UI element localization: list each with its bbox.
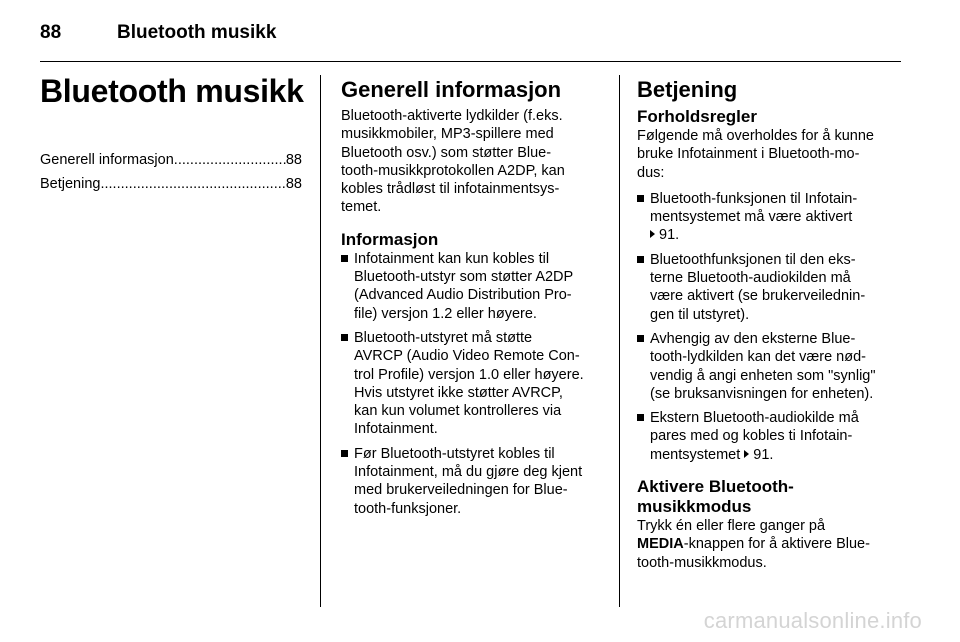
toc-entry-general[interactable] [40,148,302,172]
operation-heading: Betjening [637,77,738,102]
text-line: Trykk én eller flere ganger på [637,518,826,535]
column-divider-left [320,75,321,607]
text-line: -knappen for å aktivere Blue- [683,536,870,553]
text-line: gen til utstyret). [650,306,750,323]
list-item [341,445,605,518]
heading-line: Aktivere Bluetooth- [637,477,794,497]
column-general-info [341,76,605,518]
page-reference-link[interactable] [650,227,679,243]
table-of-contents [40,148,302,196]
information-list [341,250,605,518]
page-number: 88 [40,22,62,43]
text-line: pares med og kobles ti Infotain- [650,428,853,445]
text-line: file) versjon 1.2 eller høyere. [354,305,537,322]
list-item [637,251,905,324]
text-line: trol Profile) versjon 1.0 eller høyere. [354,366,584,383]
text-line: Bluetooth-aktiverte lydkilder (f.eks. [341,108,563,124]
information-heading: Informasjon [341,229,439,249]
watermark: carmanualsonline.info [703,608,922,633]
precautions-intro [637,127,905,182]
bullet-square-icon [637,335,644,342]
text-line: tooth-musikkprotokollen A2DP, kan [341,162,565,179]
toc-entry-label: Betjening [40,176,101,192]
text-line: Ekstern Bluetooth-audiokilde må [650,410,859,427]
page-reference-link[interactable] [744,447,773,463]
text-line: vendig å angi enheten som "synlig" [650,367,876,384]
precautions-list [637,190,905,464]
general-info-paragraph [341,107,605,217]
bullet-square-icon [341,255,348,262]
cross-reference-arrow-icon [744,450,749,458]
text-line: Bluetoothfunksjonen til den eks- [650,251,856,268]
text-line: Avhengig av den eksterne Blue- [650,330,856,347]
text-line: (Advanced Audio Distribution Pro- [354,287,572,304]
bullet-square-icon [637,195,644,202]
heading-line: musikkmodus [637,497,752,517]
text-line: være aktivert (se brukerveilednin- [650,288,866,305]
text-line: Infotainment. [354,421,438,438]
text-line: AVRCP (Audio Video Remote Con- [354,348,580,365]
text-line: tooth-lydkilden kan det være nød- [650,349,866,366]
chapter-title: Bluetooth musikk [40,73,304,109]
list-item [341,329,605,439]
toc-leader-dots [100,172,285,196]
toc-entry-operation[interactable] [40,172,302,196]
header-rule [40,61,901,62]
text-line: (se bruksanvisningen for enheten). [650,385,874,402]
activate-music-mode-heading [637,477,905,517]
cross-reference-arrow-icon [650,230,655,238]
list-item [637,330,905,403]
text-line: dus: [637,164,665,181]
toc-entry-label: Generell informasjon [40,152,174,168]
page-reference-number: 91. [659,227,680,244]
text-line: tooth-musikkmodus. [637,554,767,571]
text-line: temet. [341,199,382,216]
list-item [341,250,605,323]
text-line: terne Bluetooth-audiokilden må [650,270,851,287]
toc-leader-dots [174,148,286,172]
list-item [637,190,905,245]
column-operation [637,76,905,572]
bullet-square-icon [341,450,348,457]
text-line: Infotainment kan kun kobles til [354,250,550,267]
text-line: Hvis utstyret ikke støtter AVRCP, [354,384,563,401]
bullet-square-icon [341,334,348,341]
general-info-heading: Generell informasjon [341,77,562,102]
text-line: bruke Infotainment i Bluetooth-mo- [637,146,860,163]
toc-entry-page: 88 [285,176,302,192]
text-line: Bluetooth-utstyret må støtte [354,329,533,346]
text-line: med brukerveiledningen for Blue- [354,482,568,499]
text-line: Før Bluetooth-utstyret kobles til [354,445,555,462]
text-line: Bluetooth-utstyr som støtter A2DP [354,269,574,286]
precautions-heading: Forholdsregler [637,107,757,126]
text-line: mentsystemet må være aktivert [650,209,853,226]
text-line: Bluetooth-funksjonen til Infotain- [650,190,858,207]
bullet-square-icon [637,256,644,263]
media-button-label: MEDIA [637,536,684,553]
column-divider-right [619,75,620,607]
text-line: Følgende må overholdes for å kunne [637,128,874,144]
toc-entry-page: 88 [285,152,302,168]
text-line: Bluetooth osv.) som støtter Blue- [341,144,552,161]
text-line: mentsystemet [650,446,741,463]
list-item [637,409,905,464]
page-reference-number: 91. [753,446,774,463]
page-header-title: Bluetooth musikk [117,22,277,43]
text-line: kan kun volumet kontrolleres via [354,403,562,420]
activate-music-mode-paragraph [637,517,905,572]
text-line: tooth-funksjoner. [354,500,462,517]
bullet-square-icon [637,414,644,421]
text-line: Infotainment, må du gjøre deg kjent [354,464,583,481]
text-line: musikkmobiler, MP3-spillere med [341,126,554,143]
text-line: kobles trådløst til infotainmentsys- [341,181,560,198]
